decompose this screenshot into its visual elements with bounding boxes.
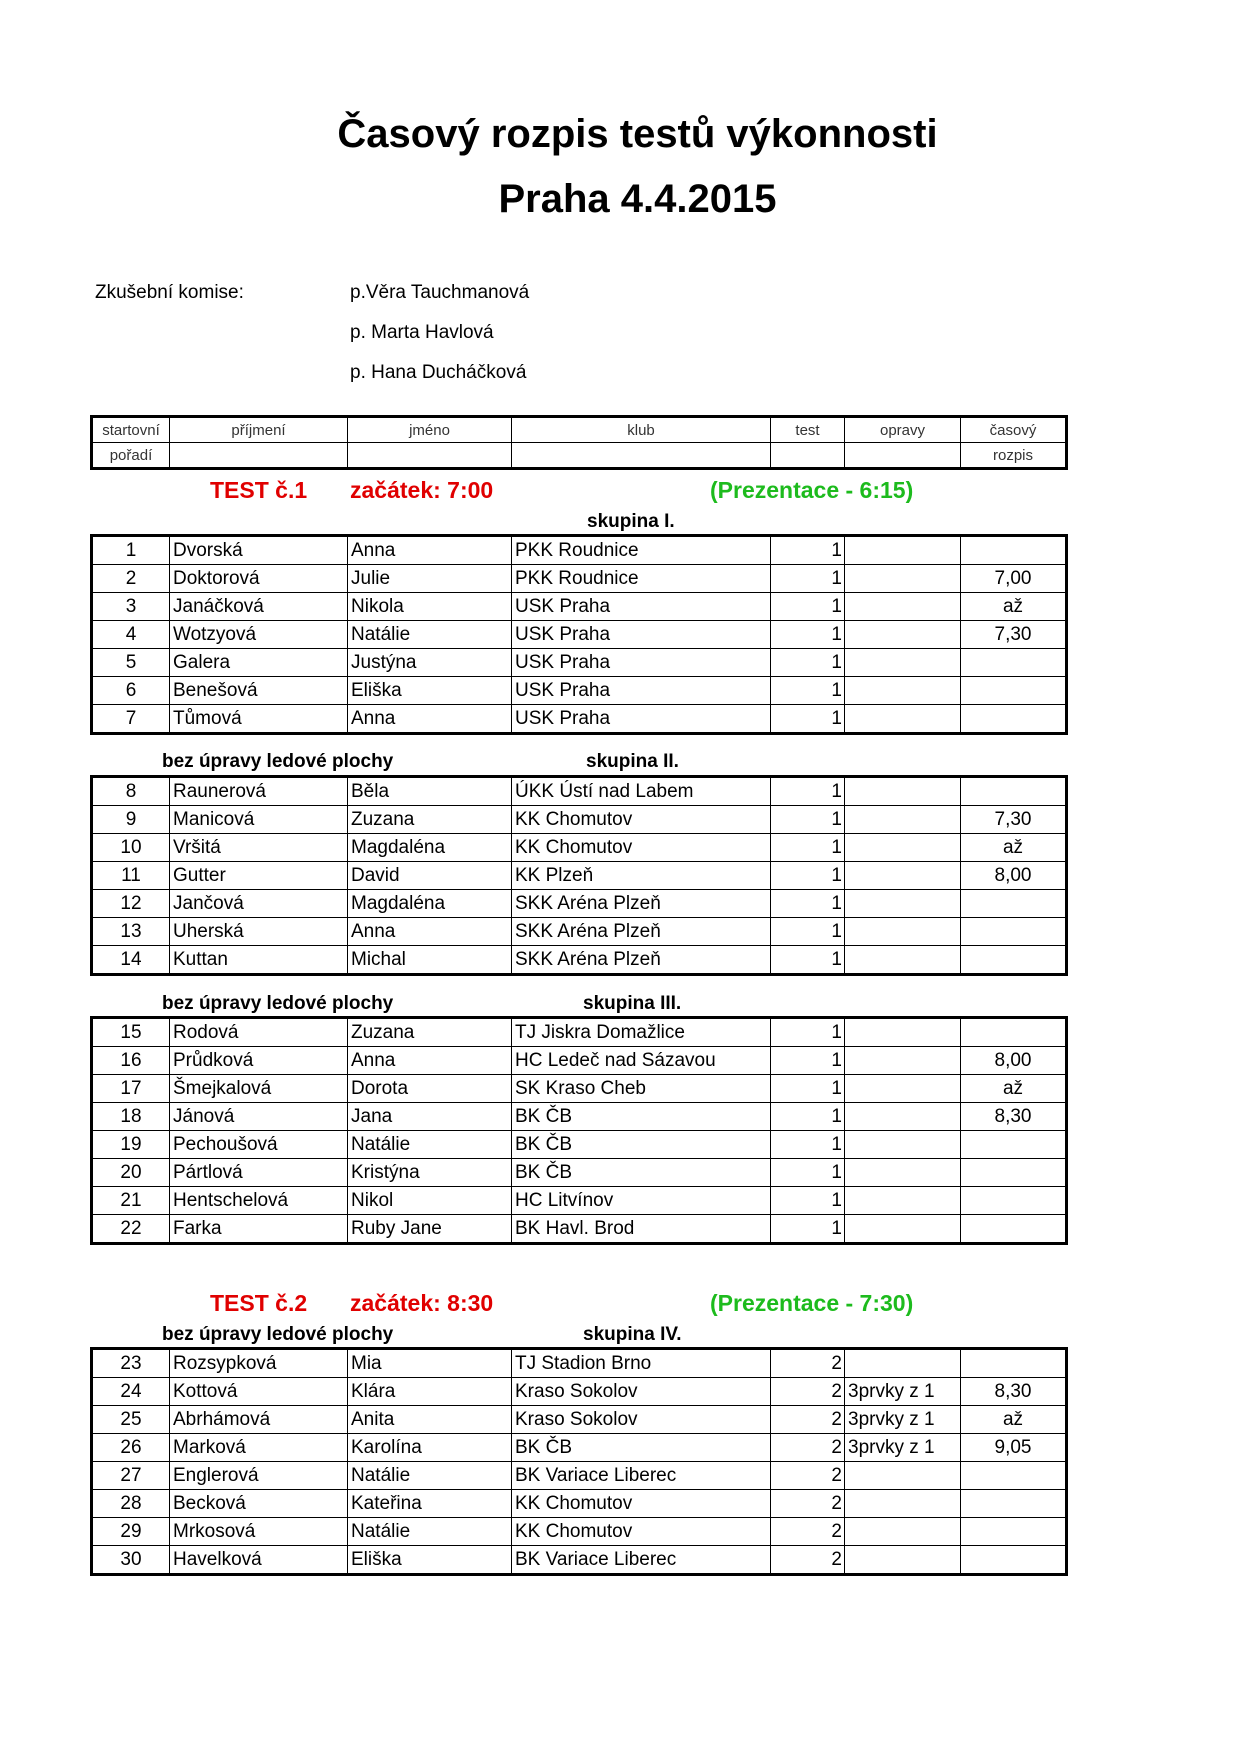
name-cell: Nikol xyxy=(348,1187,512,1215)
test-cell: 1 xyxy=(771,621,845,649)
time-cell xyxy=(961,536,1067,565)
time-cell xyxy=(961,1349,1067,1378)
surname-cell: Kuttan xyxy=(170,946,348,975)
surname-cell: Vršitá xyxy=(170,834,348,862)
time-cell xyxy=(961,1159,1067,1187)
surname-cell: Jančová xyxy=(170,890,348,918)
corrections-cell xyxy=(845,1215,961,1244)
time-cell xyxy=(961,1546,1067,1575)
table-row xyxy=(92,834,1067,862)
club-cell: BK ČB xyxy=(512,1103,771,1131)
title-line-2: Praha 4.4.2015 xyxy=(498,177,777,221)
group-4-table xyxy=(90,1347,1068,1576)
table-row xyxy=(92,1349,1067,1378)
name-cell: Karolína xyxy=(348,1434,512,1462)
test-cell: 1 xyxy=(771,705,845,734)
surname-cell: Becková xyxy=(170,1490,348,1518)
table-row xyxy=(92,1047,1067,1075)
club-cell: HC Litvínov xyxy=(512,1187,771,1215)
time-cell: 7,00 xyxy=(961,565,1067,593)
surname-cell: Abrhámová xyxy=(170,1406,348,1434)
corrections-cell xyxy=(845,806,961,834)
name-cell: Anna xyxy=(348,918,512,946)
club-cell: BK Variace Liberec xyxy=(512,1462,771,1490)
start-order-cell: 15 xyxy=(92,1018,170,1047)
title-line-1: Časový rozpis testů výkonnosti xyxy=(337,112,938,156)
club-cell: KK Chomutov xyxy=(512,1518,771,1546)
start-order-cell: 2 xyxy=(92,565,170,593)
table-row xyxy=(92,536,1067,565)
club-cell: PKK Roudnice xyxy=(512,536,771,565)
name-cell: Natálie xyxy=(348,1518,512,1546)
time-cell: 8,00 xyxy=(961,1047,1067,1075)
test-2-start: začátek: 8:30 xyxy=(350,1290,494,1316)
start-order-cell: 3 xyxy=(92,593,170,621)
name-cell: Magdaléna xyxy=(348,834,512,862)
corrections-cell xyxy=(845,1131,961,1159)
surname-cell: Janáčková xyxy=(170,593,348,621)
corrections-cell: 3prvky z 1 xyxy=(845,1434,961,1462)
table-row xyxy=(92,1103,1067,1131)
time-cell xyxy=(961,1518,1067,1546)
table-row xyxy=(92,890,1067,918)
table-row xyxy=(92,649,1067,677)
name-cell: Klára xyxy=(348,1378,512,1406)
table-row xyxy=(92,777,1067,806)
corrections-cell xyxy=(845,1349,961,1378)
corrections-cell xyxy=(845,593,961,621)
time-cell xyxy=(961,1462,1067,1490)
name-cell: David xyxy=(348,862,512,890)
table-row xyxy=(92,565,1067,593)
table-row xyxy=(92,1434,1067,1462)
time-cell: 8,30 xyxy=(961,1378,1067,1406)
club-cell: USK Praha xyxy=(512,593,771,621)
test-cell: 2 xyxy=(771,1434,845,1462)
time-cell xyxy=(961,677,1067,705)
header-club: klub xyxy=(512,417,771,443)
club-cell: KK Chomutov xyxy=(512,806,771,834)
club-cell: Kraso Sokolov xyxy=(512,1378,771,1406)
header-name: jméno xyxy=(348,417,512,443)
surname-cell: Jánová xyxy=(170,1103,348,1131)
corrections-cell xyxy=(845,890,961,918)
table-row xyxy=(92,593,1067,621)
table-row xyxy=(92,806,1067,834)
test-cell: 1 xyxy=(771,1018,845,1047)
surname-cell: Benešová xyxy=(170,677,348,705)
surname-cell: Kottová xyxy=(170,1378,348,1406)
surname-cell: Englerová xyxy=(170,1462,348,1490)
club-cell: PKK Roudnice xyxy=(512,565,771,593)
start-order-cell: 5 xyxy=(92,649,170,677)
name-cell: Zuzana xyxy=(348,806,512,834)
start-order-cell: 24 xyxy=(92,1378,170,1406)
time-cell xyxy=(961,918,1067,946)
time-cell: až xyxy=(961,1406,1067,1434)
corrections-cell xyxy=(845,1159,961,1187)
start-order-cell: 30 xyxy=(92,1546,170,1575)
club-cell: SKK Aréna Plzeň xyxy=(512,890,771,918)
table-row xyxy=(92,946,1067,975)
test-cell: 1 xyxy=(771,862,845,890)
surname-cell: Tůmová xyxy=(170,705,348,734)
surname-cell: Rozsypková xyxy=(170,1349,348,1378)
club-cell: TJ Stadion Brno xyxy=(512,1349,771,1378)
group-4-label: skupina IV. xyxy=(583,1324,682,1345)
header-corrections: opravy xyxy=(845,417,961,443)
corrections-cell xyxy=(845,1187,961,1215)
table-row xyxy=(92,705,1067,734)
commission-member: p. Marta Havlová xyxy=(350,322,494,343)
table-row xyxy=(92,1187,1067,1215)
name-cell: Jana xyxy=(348,1103,512,1131)
club-cell: SKK Aréna Plzeň xyxy=(512,946,771,975)
group-3-table xyxy=(90,1016,1068,1245)
time-cell: 7,30 xyxy=(961,806,1067,834)
test-cell: 2 xyxy=(771,1406,845,1434)
club-cell: SK Kraso Cheb xyxy=(512,1075,771,1103)
name-cell: Natálie xyxy=(348,621,512,649)
surname-cell: Farka xyxy=(170,1215,348,1244)
start-order-cell: 13 xyxy=(92,918,170,946)
surname-cell: Manicová xyxy=(170,806,348,834)
test-cell: 2 xyxy=(771,1490,845,1518)
surname-cell: Havelková xyxy=(170,1546,348,1575)
start-order-cell: 18 xyxy=(92,1103,170,1131)
table-row xyxy=(92,1462,1067,1490)
header-surname: příjmení xyxy=(170,417,348,443)
corrections-cell xyxy=(845,834,961,862)
test-cell: 2 xyxy=(771,1462,845,1490)
corrections-cell xyxy=(845,705,961,734)
corrections-cell xyxy=(845,1518,961,1546)
test-cell: 1 xyxy=(771,777,845,806)
table-row xyxy=(92,1018,1067,1047)
start-order-cell: 20 xyxy=(92,1159,170,1187)
start-order-cell: 25 xyxy=(92,1406,170,1434)
table-row xyxy=(92,621,1067,649)
name-cell: Justýna xyxy=(348,649,512,677)
surname-cell: Marková xyxy=(170,1434,348,1462)
test-cell: 1 xyxy=(771,834,845,862)
corrections-cell xyxy=(845,946,961,975)
test-cell: 1 xyxy=(771,565,845,593)
table-row xyxy=(92,1215,1067,1244)
corrections-cell xyxy=(845,1018,961,1047)
name-cell: Anna xyxy=(348,1047,512,1075)
club-cell: HC Ledeč nad Sázavou xyxy=(512,1047,771,1075)
test-cell: 2 xyxy=(771,1378,845,1406)
name-cell: Kristýna xyxy=(348,1159,512,1187)
table-row xyxy=(92,1546,1067,1575)
name-cell: Běla xyxy=(348,777,512,806)
name-cell: Natálie xyxy=(348,1462,512,1490)
club-cell: BK Havl. Brod xyxy=(512,1215,771,1244)
time-cell xyxy=(961,946,1067,975)
table-row xyxy=(92,1159,1067,1187)
test-cell: 1 xyxy=(771,890,845,918)
test-2-presentation: (Prezentace - 7:30) xyxy=(710,1290,914,1316)
name-cell: Kateřina xyxy=(348,1490,512,1518)
test-cell: 1 xyxy=(771,1131,845,1159)
test-cell: 1 xyxy=(771,1047,845,1075)
start-order-cell: 9 xyxy=(92,806,170,834)
group-3-note: bez úpravy ledové plochy xyxy=(162,993,394,1014)
corrections-cell: 3prvky z 1 xyxy=(845,1406,961,1434)
commission-member: p. Hana Ducháčková xyxy=(350,362,527,383)
group-3-label: skupina III. xyxy=(583,993,682,1014)
group-4-note: bez úpravy ledové plochy xyxy=(162,1324,394,1345)
corrections-cell xyxy=(845,1546,961,1575)
group-2-table xyxy=(90,775,1068,976)
time-cell xyxy=(961,1187,1067,1215)
start-order-cell: 11 xyxy=(92,862,170,890)
corrections-cell xyxy=(845,918,961,946)
start-order-cell: 28 xyxy=(92,1490,170,1518)
name-cell: Anna xyxy=(348,536,512,565)
test-cell: 1 xyxy=(771,918,845,946)
start-order-cell: 27 xyxy=(92,1462,170,1490)
test-1-start: začátek: 7:00 xyxy=(350,477,494,503)
table-row xyxy=(92,1131,1067,1159)
time-cell: až xyxy=(961,834,1067,862)
test-cell: 1 xyxy=(771,536,845,565)
test-cell: 1 xyxy=(771,946,845,975)
surname-cell: Mrkosová xyxy=(170,1518,348,1546)
test-1-label: TEST č.1 xyxy=(210,477,308,503)
time-cell xyxy=(961,890,1067,918)
time-cell xyxy=(961,705,1067,734)
name-cell: Eliška xyxy=(348,1546,512,1575)
start-order-cell: 8 xyxy=(92,777,170,806)
surname-cell: Doktorová xyxy=(170,565,348,593)
group-2-label: skupina II. xyxy=(586,751,679,772)
name-cell: Michal xyxy=(348,946,512,975)
corrections-cell xyxy=(845,777,961,806)
club-cell: BK Variace Liberec xyxy=(512,1546,771,1575)
club-cell: KK Chomutov xyxy=(512,1490,771,1518)
name-cell: Natálie xyxy=(348,1131,512,1159)
club-cell: TJ Jiskra Domažlice xyxy=(512,1018,771,1047)
surname-cell: Průdková xyxy=(170,1047,348,1075)
name-cell: Julie xyxy=(348,565,512,593)
table-row xyxy=(92,1518,1067,1546)
club-cell: BK ČB xyxy=(512,1434,771,1462)
time-cell xyxy=(961,1215,1067,1244)
table-row xyxy=(92,862,1067,890)
test-cell: 1 xyxy=(771,677,845,705)
corrections-cell xyxy=(845,1490,961,1518)
test-2-label: TEST č.2 xyxy=(210,1290,308,1316)
start-order-cell: 21 xyxy=(92,1187,170,1215)
time-cell xyxy=(961,1131,1067,1159)
test-cell: 1 xyxy=(771,1215,845,1244)
surname-cell: Uherská xyxy=(170,918,348,946)
name-cell: Ruby Jane xyxy=(348,1215,512,1244)
test-cell: 1 xyxy=(771,1075,845,1103)
table-row xyxy=(92,1406,1067,1434)
table-row xyxy=(92,1075,1067,1103)
group-1-table xyxy=(90,534,1068,735)
test-cell: 1 xyxy=(771,1159,845,1187)
start-order-cell: 17 xyxy=(92,1075,170,1103)
surname-cell: Galera xyxy=(170,649,348,677)
club-cell: USK Praha xyxy=(512,705,771,734)
corrections-cell xyxy=(845,1103,961,1131)
surname-cell: Raunerová xyxy=(170,777,348,806)
surname-cell: Pártlová xyxy=(170,1159,348,1187)
test-1-presentation: (Prezentace - 6:15) xyxy=(710,477,914,503)
surname-cell: Šmejkalová xyxy=(170,1075,348,1103)
table-row xyxy=(92,677,1067,705)
name-cell: Zuzana xyxy=(348,1018,512,1047)
header-start-order-2: pořadí xyxy=(92,443,170,469)
name-cell: Anna xyxy=(348,705,512,734)
commission-label: Zkušební komise: xyxy=(95,282,244,303)
table-row xyxy=(92,1378,1067,1406)
start-order-cell: 7 xyxy=(92,705,170,734)
start-order-cell: 23 xyxy=(92,1349,170,1378)
surname-cell: Pechoušová xyxy=(170,1131,348,1159)
test-cell: 1 xyxy=(771,1103,845,1131)
test-cell: 2 xyxy=(771,1546,845,1575)
header-time: časový xyxy=(961,417,1067,443)
start-order-cell: 29 xyxy=(92,1518,170,1546)
start-order-cell: 10 xyxy=(92,834,170,862)
corrections-cell xyxy=(845,1462,961,1490)
name-cell: Anita xyxy=(348,1406,512,1434)
header-time-2: rozpis xyxy=(961,443,1067,469)
club-cell: ÚKK Ústí nad Labem xyxy=(512,777,771,806)
club-cell: KK Chomutov xyxy=(512,834,771,862)
corrections-cell xyxy=(845,677,961,705)
table-row xyxy=(92,1490,1067,1518)
surname-cell: Gutter xyxy=(170,862,348,890)
test-cell: 2 xyxy=(771,1518,845,1546)
surname-cell: Hentschelová xyxy=(170,1187,348,1215)
time-cell: až xyxy=(961,593,1067,621)
corrections-cell xyxy=(845,1047,961,1075)
surname-cell: Dvorská xyxy=(170,536,348,565)
test-cell: 1 xyxy=(771,593,845,621)
club-cell: Kraso Sokolov xyxy=(512,1406,771,1434)
corrections-cell: 3prvky z 1 xyxy=(845,1378,961,1406)
name-cell: Magdaléna xyxy=(348,890,512,918)
time-cell xyxy=(961,1490,1067,1518)
header-start-order: startovní xyxy=(92,417,170,443)
group-2-note: bez úpravy ledové plochy xyxy=(162,751,394,772)
start-order-cell: 26 xyxy=(92,1434,170,1462)
start-order-cell: 19 xyxy=(92,1131,170,1159)
start-order-cell: 1 xyxy=(92,536,170,565)
name-cell: Nikola xyxy=(348,593,512,621)
name-cell: Dorota xyxy=(348,1075,512,1103)
corrections-cell xyxy=(845,862,961,890)
name-cell: Eliška xyxy=(348,677,512,705)
club-cell: BK ČB xyxy=(512,1159,771,1187)
test-cell: 1 xyxy=(771,806,845,834)
name-cell: Mia xyxy=(348,1349,512,1378)
surname-cell: Rodová xyxy=(170,1018,348,1047)
start-order-cell: 16 xyxy=(92,1047,170,1075)
time-cell: 8,30 xyxy=(961,1103,1067,1131)
table-row xyxy=(92,918,1067,946)
surname-cell: Wotzyová xyxy=(170,621,348,649)
start-order-cell: 4 xyxy=(92,621,170,649)
time-cell xyxy=(961,649,1067,677)
club-cell: SKK Aréna Plzeň xyxy=(512,918,771,946)
commission-member: p.Věra Tauchmanová xyxy=(350,282,530,303)
time-cell xyxy=(961,1018,1067,1047)
club-cell: USK Praha xyxy=(512,649,771,677)
time-cell: 9,05 xyxy=(961,1434,1067,1462)
club-cell: KK Plzeň xyxy=(512,862,771,890)
corrections-cell xyxy=(845,649,961,677)
start-order-cell: 22 xyxy=(92,1215,170,1244)
time-cell: až xyxy=(961,1075,1067,1103)
corrections-cell xyxy=(845,1075,961,1103)
group-1-label: skupina I. xyxy=(587,511,675,532)
test-cell: 1 xyxy=(771,1187,845,1215)
time-cell xyxy=(961,777,1067,806)
start-order-cell: 6 xyxy=(92,677,170,705)
test-cell: 1 xyxy=(771,649,845,677)
corrections-cell xyxy=(845,621,961,649)
club-cell: USK Praha xyxy=(512,621,771,649)
start-order-cell: 12 xyxy=(92,890,170,918)
time-cell: 7,30 xyxy=(961,621,1067,649)
start-order-cell: 14 xyxy=(92,946,170,975)
corrections-cell xyxy=(845,565,961,593)
club-cell: BK ČB xyxy=(512,1131,771,1159)
time-cell: 8,00 xyxy=(961,862,1067,890)
corrections-cell xyxy=(845,536,961,565)
club-cell: USK Praha xyxy=(512,677,771,705)
table-header xyxy=(90,415,1068,470)
test-cell: 2 xyxy=(771,1349,845,1378)
header-test: test xyxy=(771,417,845,443)
